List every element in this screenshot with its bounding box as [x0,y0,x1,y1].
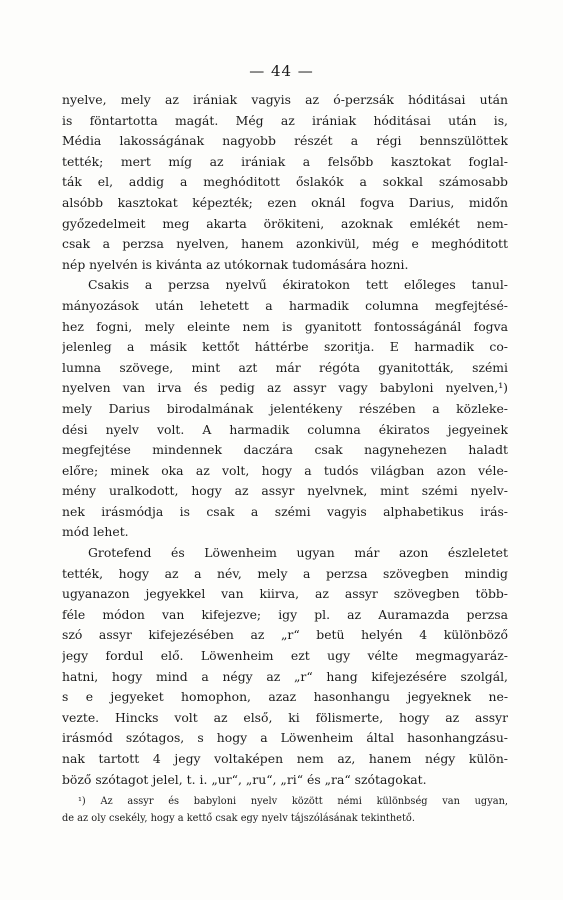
text-line: féle módon van kifejezve; igy pl. az Auramazda perzsa [62,606,508,622]
text-line: Csakis a perzsa nyelvű ékiratokon tett előleges tanul- [88,277,508,293]
text-line: ugyanazon jegyekkel van kiirva, az assyr szövegben több- [62,586,508,602]
footnotes [62,793,508,827]
text-line: tették; mert míg az irániak a felsőbb kasztokat foglal- [62,153,508,169]
text-line: alsóbb kasztokat képezték; ezen oknál fogva Darius, midőn [62,194,508,210]
text-line: jegy fordul elő. Löwenheim ezt ugy vélte megmagyaráz- [62,648,508,664]
text-line: jelenleg a másik kettőt háttérbe szoritja. E harmadik co- [62,339,508,355]
text-line: nek irásmódja is csak a szémi vagyis alphabetikus irás- [62,503,508,519]
text-line: s e jegyeket homophon, azaz hasonhangu jegyeknek ne- [62,689,508,705]
text-line: mód lehet. [62,524,129,540]
text-line: nak tartott 4 jegy voltaképen nem az, hanem négy külön- [62,751,508,766]
text-line: is föntartotta magát. Még az irániak hóditásai után is, [62,112,508,128]
text-line: mányozások után lehetett a harmadik columna megfejtésé- [62,297,508,313]
text-line: szó assyr kifejezésében az „r“ betü helyén 4 különböző [62,627,508,643]
text-line: hez fogni, mely eleinte nem is gyanitott fontosságánál fogva [62,318,508,334]
text-line: hatni, hogy mind a négy az „r“ hang kifejezésére szolgál, [62,668,508,684]
footnote-line: de az oly csekély, hogy a kettő csak egy nyelv tájszólásának tekinthető. [62,813,415,824]
text-line: előre; minek oka az volt, hogy a tudós világban azon véle- [62,462,508,478]
text-line: nép nyelvén is kivánta az utókornak tudomására hozni. [62,256,409,272]
text-line: Média lakosságának nagyobb részét a régi bennszülöttek [62,133,508,149]
text-line: mely Darius birodalmának jelentékeny részében a közleke- [62,400,508,416]
body-text [62,90,508,790]
page-number: — 44 — [249,62,314,80]
text-line: nyelven van irva és pedig az assyr vagy babyloni nyelven,¹) [62,380,508,396]
text-line: tették, hogy az a név, mely a perzsa szövegben mindig [62,565,508,581]
text-line: lumna szövege, mint azt már régóta gyanitották, szémi [62,359,508,375]
text-line: dési nyelv volt. A harmadik columna ékiratos jegyeinek [62,421,508,437]
text-line: vezte. Hincks volt az első, ki fölismerte, hogy az assyr [62,709,508,725]
text-line: megfejtése mindennek daczára csak nagynehezen haladt [62,442,508,458]
footnote-line: ¹) Az assyr és babyloni nyelv között némi különbség van ugyan, [78,796,508,807]
text-line: ták el, addig a meghóditott őslakók a sokkal számosabb [62,174,508,190]
text-line: böző szótagot jelel, t. i. „ur“, „ru“, „ri“ és „ra“ szótagokat. [62,771,427,787]
text-line: irásmód szótagos, s hogy a Löwenheim által hasonhangzásu- [62,730,508,746]
text-line: Grotefend és Löwenheim ugyan már azon észleletet [88,545,508,561]
text-line: csak a perzsa nyelven, hanem azonkivül, még e meghóditott [62,236,508,252]
text-line: mény uralkodott, hogy az assyr nyelvnek, mint szémi nyelv- [62,483,508,499]
text-line: győzedelmeit meg akarta örökiteni, azoknak emlékét nem- [62,215,508,231]
text-line: nyelve, mely az irániak vagyis az ó-perzsák hóditásai után [62,92,508,107]
